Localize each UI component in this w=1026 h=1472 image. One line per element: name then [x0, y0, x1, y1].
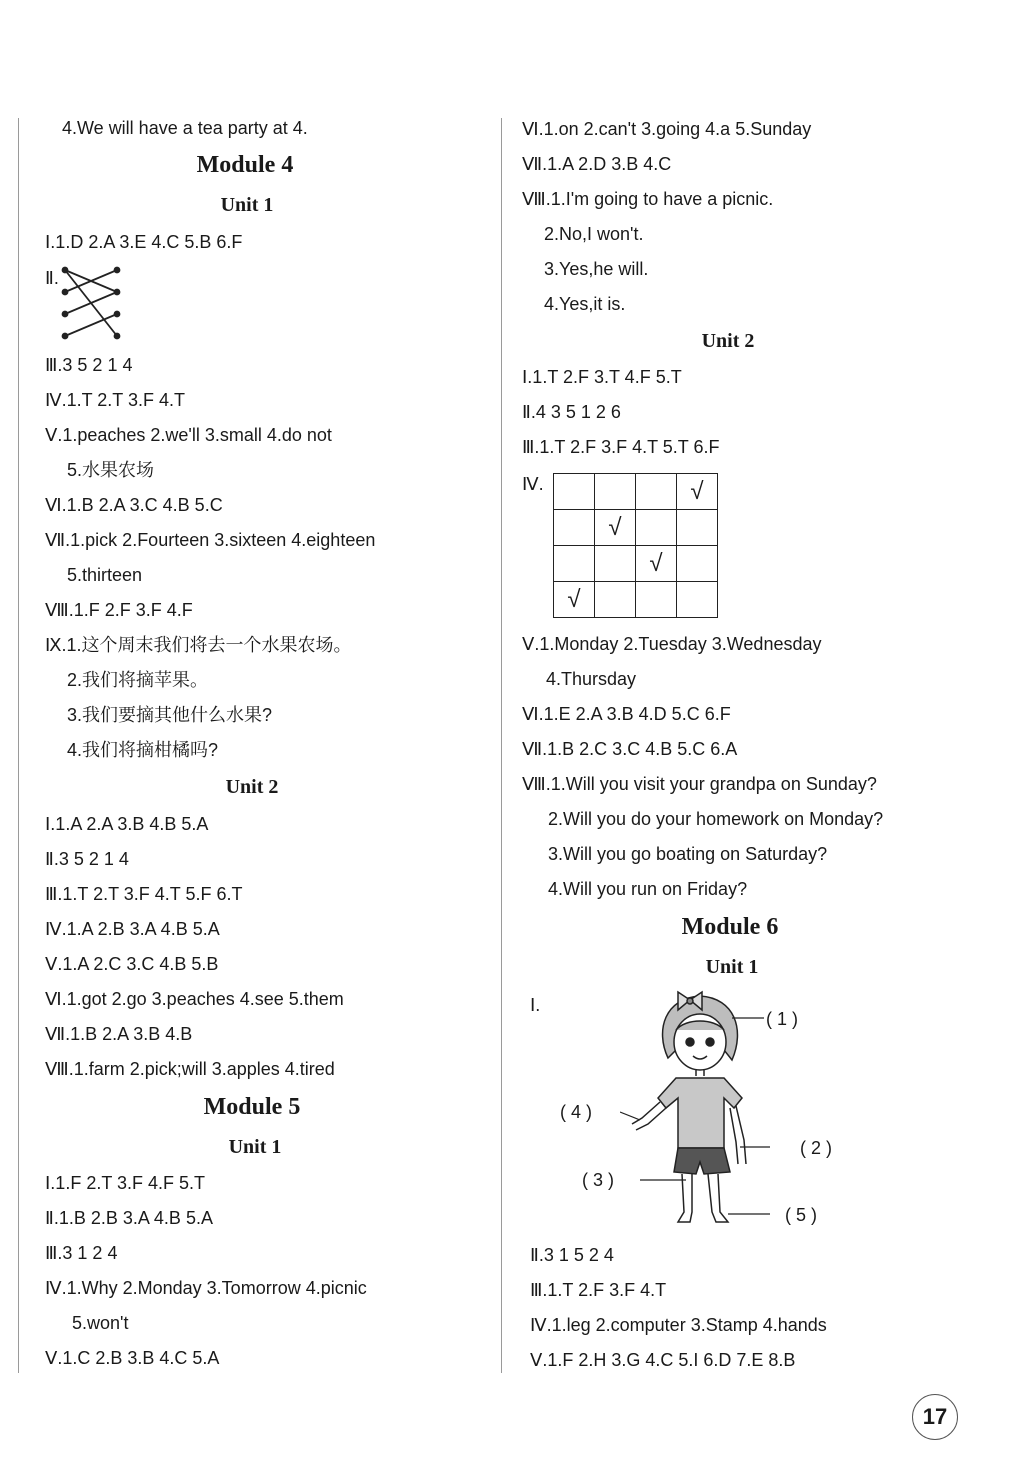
answer-line: Ⅳ.1.T 2.T 3.F 4.T	[45, 390, 185, 410]
answer-line: 3.Will you go boating on Saturday?	[548, 844, 828, 864]
grid-cell	[554, 474, 595, 510]
unit-heading: Unit 1	[220, 194, 274, 216]
grid-cell	[595, 546, 636, 582]
grid-cell	[554, 546, 595, 582]
check-grid	[553, 473, 718, 618]
label-2: ( 2 )	[800, 1138, 833, 1158]
answer-line: Ⅳ.1.A 2.B 3.A 4.B 5.A	[45, 919, 220, 939]
answer-line: Ⅰ.	[530, 995, 541, 1015]
grid-cell-checked: √	[554, 582, 595, 618]
module-heading: Module 5	[203, 1094, 301, 1120]
answer-line: Ⅴ.1.Monday 2.Tuesday 3.Wednesday	[522, 634, 822, 654]
answer-line: Ⅲ.1.T 2.F 3.F 4.T	[530, 1280, 667, 1300]
answer-line: Ⅱ.	[45, 268, 59, 288]
unit-heading: Unit 1	[705, 956, 759, 978]
grid-cell	[554, 510, 595, 546]
answer-line: Ⅵ.1.B 2.A 3.C 4.B 5.C	[45, 495, 223, 515]
grid-cell	[636, 510, 677, 546]
label-5: ( 5 )	[785, 1205, 818, 1225]
grid-cell-checked: √	[636, 546, 677, 582]
answer-line: Ⅲ.1.T 2.F 3.F 4.T 5.T 6.F	[522, 437, 720, 457]
left-margin-rule	[18, 118, 19, 1373]
grid-cell-checked: √	[595, 510, 636, 546]
answer-line: Ⅵ.1.got 2.go 3.peaches 4.see 5.them	[45, 989, 344, 1009]
page-number: 17	[912, 1394, 958, 1440]
label-4: ( 4 )	[560, 1102, 593, 1122]
answer-line: 5.thirteen	[67, 565, 143, 585]
answer-line: Ⅲ.3 5 2 1 4	[45, 355, 133, 375]
answer-line: Ⅷ.1.I'm going to have a picnic.	[522, 189, 774, 209]
grid-cell	[595, 582, 636, 618]
answer-line: Ⅵ.1.on 2.can't 3.going 4.a 5.Sunday	[522, 119, 812, 139]
answer-line: Ⅱ.4 3 5 1 2 6	[522, 402, 621, 422]
label-3: ( 3 )	[582, 1170, 615, 1190]
answer-line: Ⅴ.1.A 2.C 3.C 4.B 5.B	[45, 954, 219, 974]
answer-line: Ⅱ.1.B 2.B 3.A 4.B 5.A	[45, 1208, 213, 1228]
grid-cell	[677, 546, 718, 582]
answer-line: Ⅲ.3 1 2 4	[45, 1243, 118, 1263]
answer-line: 4.Thursday	[546, 669, 637, 689]
answer-line: Ⅶ.1.A 2.D 3.B 4.C	[522, 154, 672, 174]
answer-line: Ⅴ.1.C 2.B 3.B 4.C 5.A	[45, 1348, 220, 1368]
grid-cell	[595, 474, 636, 510]
grid-cell-checked: √	[677, 474, 718, 510]
answer-line: 4.Yes,it is.	[544, 294, 626, 314]
girl-body-parts-illustration	[620, 990, 770, 1230]
grid-cell	[677, 510, 718, 546]
answer-line: Ⅰ.1.A 2.A 3.B 4.B 5.A	[45, 814, 209, 834]
module-heading: Module 6	[681, 914, 779, 940]
label-1: ( 1 )	[766, 1009, 799, 1029]
grid-cell	[677, 582, 718, 618]
answer-line: 4.Will you run on Friday?	[548, 879, 748, 899]
answer-line: Ⅱ.3 5 2 1 4	[45, 849, 129, 869]
answer-line: Ⅰ.1.T 2.F 3.T 4.F 5.T	[522, 367, 682, 387]
answer-line: Ⅵ.1.E 2.A 3.B 4.D 5.C 6.F	[522, 704, 731, 724]
grid-cell	[636, 474, 677, 510]
answer-line: Ⅶ.1.pick 2.Fourteen 3.sixteen 4.eighteen	[45, 530, 376, 550]
answer-line: Ⅷ.1.Will you visit your grandpa on Sunday?	[522, 774, 877, 794]
answer-line: 2.No,I won't.	[544, 224, 644, 244]
unit-heading: Unit 1	[228, 1136, 282, 1158]
unit-heading: Unit 2	[701, 330, 755, 352]
unit-heading: Unit 2	[225, 776, 279, 798]
answer-line: 4.我们将摘柑橘吗?	[67, 740, 219, 760]
answer-line: Ⅳ.	[522, 474, 544, 494]
answer-line: Ⅸ.1.这个周末我们将去一个水果农场。	[45, 635, 352, 655]
answer-line: 2.Will you do your homework on Monday?	[548, 809, 884, 829]
answer-line: Ⅷ.1.F 2.F 3.F 4.F	[45, 600, 193, 620]
answer-line: 2.我们将摘苹果。	[67, 670, 209, 690]
answer-line: 4.We will have a tea party at 4.	[62, 118, 308, 138]
answer-line: Ⅱ.3 1 5 2 4	[530, 1245, 614, 1265]
answer-line: 3.我们要摘其他什么水果?	[67, 705, 273, 725]
answer-line: Ⅰ.1.F 2.T 3.F 4.F 5.T	[45, 1173, 206, 1193]
answer-line: Ⅴ.1.peaches 2.we'll 3.small 4.do not	[45, 425, 332, 445]
answer-line: Ⅶ.1.B 2.A 3.B 4.B	[45, 1024, 193, 1044]
answer-line: Ⅰ.1.D 2.A 3.E 4.C 5.B 6.F	[45, 232, 243, 252]
answer-line: Ⅶ.1.B 2.C 3.C 4.B 5.C 6.A	[522, 739, 738, 759]
grid-cell	[636, 582, 677, 618]
answer-line: 3.Yes,he will.	[544, 259, 649, 279]
answer-line: Ⅷ.1.farm 2.pick;will 3.apples 4.tired	[45, 1059, 335, 1079]
answer-line: Ⅴ.1.F 2.H 3.G 4.C 5.I 6.D 7.E 8.B	[530, 1350, 796, 1370]
answer-line: 5.won't	[72, 1313, 129, 1333]
answer-line: Ⅲ.1.T 2.T 3.F 4.T 5.F 6.T	[45, 884, 243, 904]
center-column-rule	[501, 118, 502, 1373]
matching-lines-diagram	[55, 262, 130, 344]
module-heading: Module 4	[196, 152, 294, 178]
answer-line: Ⅳ.1.leg 2.computer 3.Stamp 4.hands	[530, 1315, 827, 1335]
answer-line: Ⅳ.1.Why 2.Monday 3.Tomorrow 4.picnic	[45, 1278, 367, 1298]
answer-line: 5.水果农场	[67, 460, 155, 480]
